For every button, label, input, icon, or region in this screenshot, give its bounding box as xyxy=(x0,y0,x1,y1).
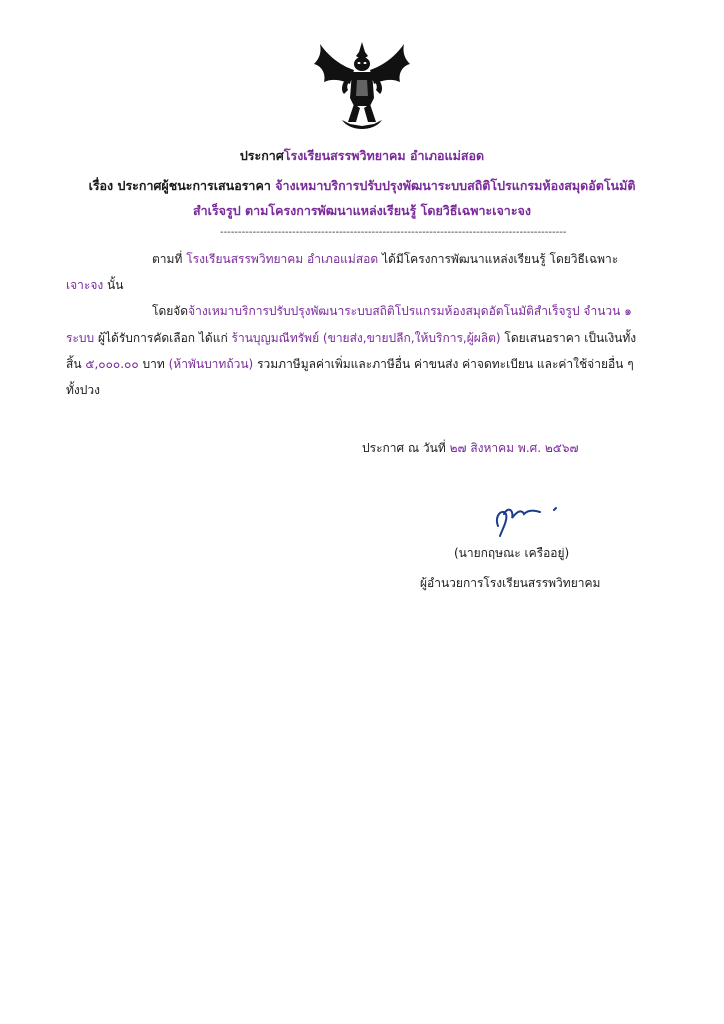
paragraph-2-line-1 xyxy=(152,302,632,321)
p2-text-f: โดยเสนอราคา เป็นเงินทั้ง xyxy=(504,331,637,345)
date-value: ๒๗ สิงหาคม พ.ศ. ๒๕๖๗ xyxy=(449,441,579,455)
p2-unit: ระบบ xyxy=(66,331,95,345)
p2-text-a: โดยจัด xyxy=(152,304,189,318)
garuda-emblem-icon xyxy=(312,40,412,132)
announce-date xyxy=(362,439,579,458)
divider: ------------------------------------------------------------------------------------------------ xyxy=(220,227,567,238)
paragraph-1-line-2 xyxy=(66,276,123,295)
paragraph-2-line-4: ทั้งปวง xyxy=(66,383,100,397)
subject-line xyxy=(0,176,724,196)
p1-school: โรงเรียนสรรพวิทยาคม อำเภอแม่สอด xyxy=(186,252,379,266)
p2-text-k: รวมภาษีมูลค่าเพิ่มและภาษีอื่น ค่าขนส่ง ค่าจดทะเบียน และค่าใช้จ่ายอื่น ๆ xyxy=(257,357,634,371)
paragraph-1-line-1 xyxy=(152,250,618,269)
paragraph-2-line-2 xyxy=(66,329,636,348)
p2-vendor: ร้านบุญมณีทรัพย์ (ขายส่ง,ขายปลีก,ให้บริการ,ผู้ผลิต) xyxy=(231,331,501,345)
subject-line-cont: สำเร็จรูป ตามโครงการพัฒนาแหล่งเรียนรู้ โดยวิธีเฉพาะเจาะจง xyxy=(193,203,531,218)
p1-text-e: นั้น xyxy=(107,278,124,292)
p2-amount-words: (ห้าพันบาทถ้วน) xyxy=(168,357,254,371)
signature-scribble xyxy=(484,496,564,540)
announcement-title xyxy=(0,146,724,166)
p2-text-g: สิ้น xyxy=(66,357,82,371)
p2-project: จ้างเหมาบริการปรับปรุงพัฒนาระบบสถิติโปรแกรมห้องสมุดอัตโนมัติสำเร็จรูป จำนวน ๑ xyxy=(188,304,632,318)
p1-text-d: เจาะจง xyxy=(66,278,104,292)
date-label: ประกาศ ณ วันที่ xyxy=(362,441,446,455)
p1-text-a: ตามที่ xyxy=(152,252,183,266)
p2-amount: ๕,๐๐๐.๐๐ xyxy=(85,357,139,371)
p2-currency: บาท xyxy=(142,357,165,371)
title-org: โรงเรียนสรรพวิทยาคม อำเภอแม่สอด xyxy=(283,148,485,163)
p1-text-c: ได้มีโครงการพัฒนาแหล่งเรียนรู้ โดยวิธีเฉพาะ xyxy=(381,252,619,266)
title-prefix: ประกาศ xyxy=(239,148,284,163)
paragraph-2-line-3 xyxy=(66,355,634,374)
subject-label: เรื่อง ประกาศผู้ชนะการเสนอราคา xyxy=(88,178,271,193)
signatory-name: (นายกฤษณะ เครืออยู่) xyxy=(454,546,570,560)
subject-project: จ้างเหมาบริการปรับปรุงพัฒนาระบบสถิติโปรแกรมห้องสมุดอัตโนมัติ xyxy=(275,178,636,193)
p2-text-d: ผู้ได้รับการคัดเลือก ได้แก่ xyxy=(97,331,228,345)
signatory-position: ผู้อำนวยการโรงเรียนสรรพวิทยาคม xyxy=(420,576,601,590)
